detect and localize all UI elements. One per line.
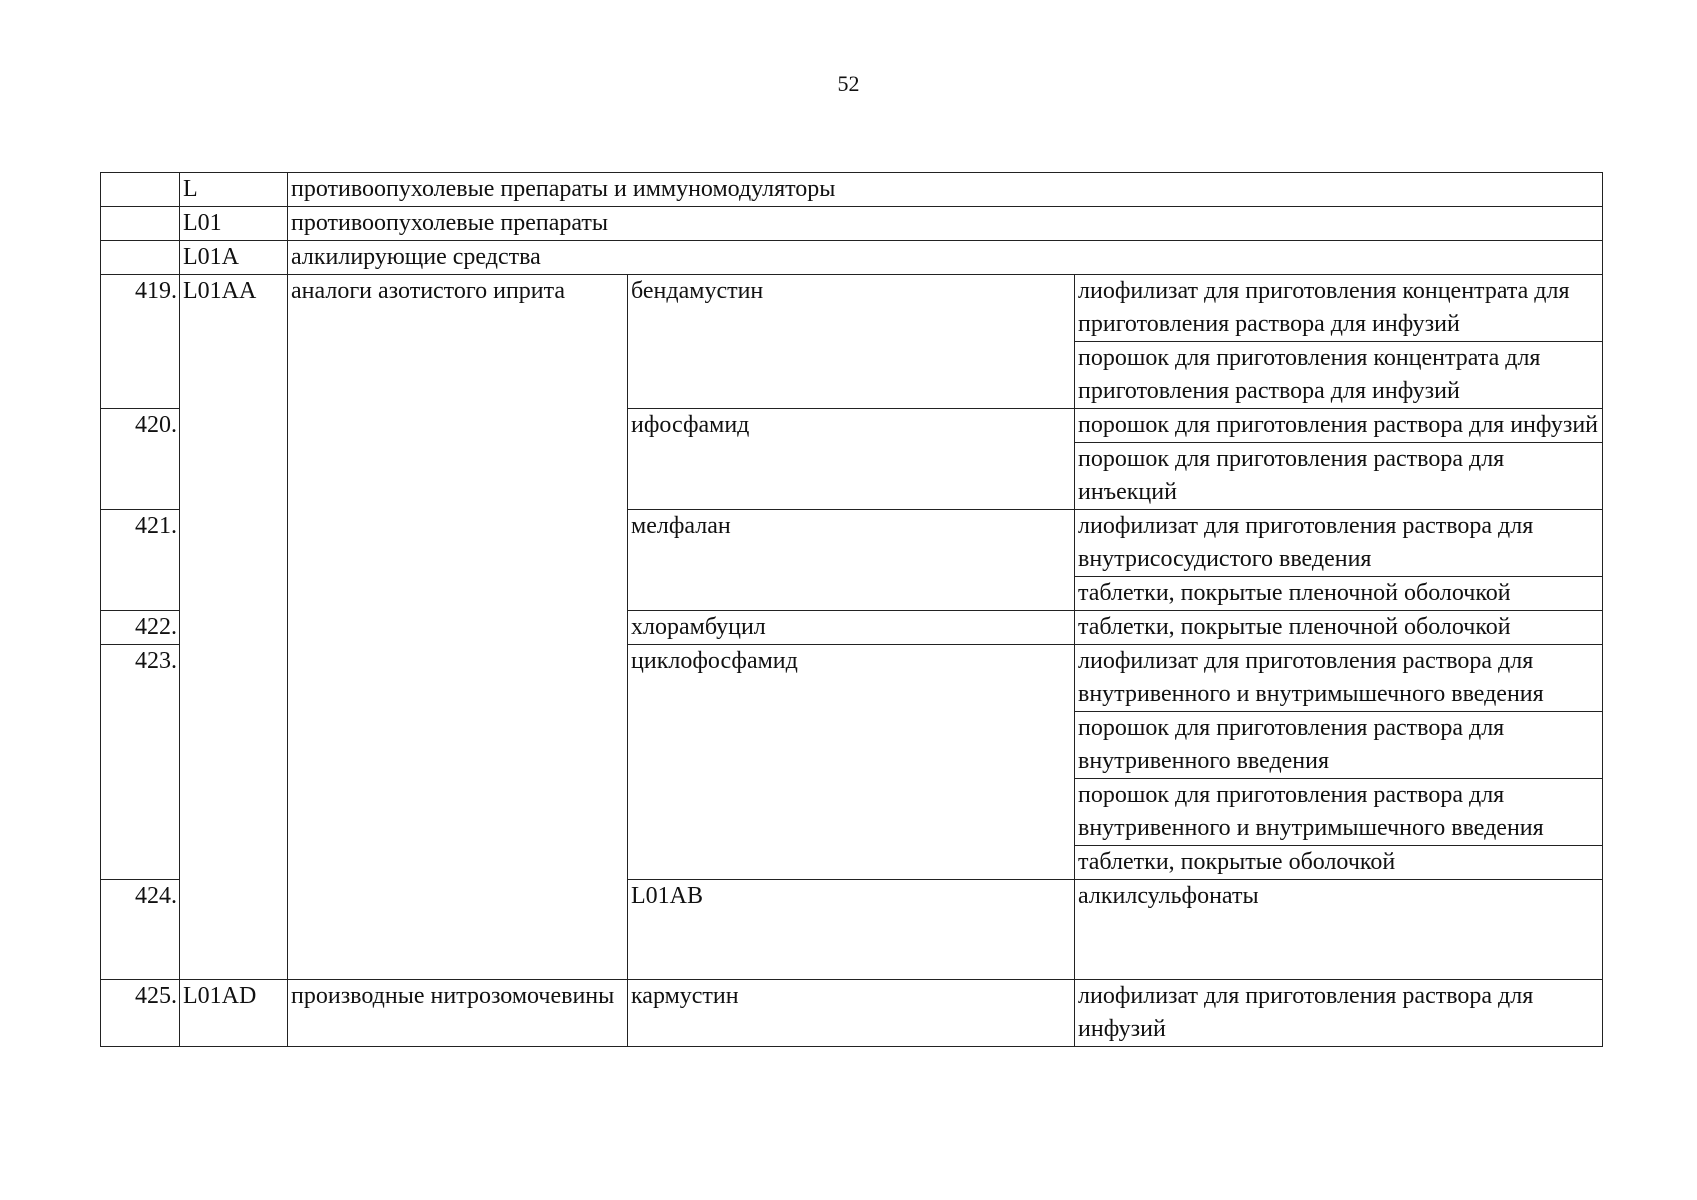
atc-group-name-cell: производные нитрозомочевины — [288, 980, 628, 1047]
dosage-form-cell: порошок для приготовления концентрата для приготовления раствора для инфузий — [1075, 342, 1603, 409]
dosage-form-cell: таблетки, покрытые пленочной оболочкой — [1075, 611, 1603, 645]
table-row-419 — [101, 275, 1603, 342]
atc-code-cell: L01AB — [628, 880, 1075, 980]
table-row-425 — [101, 980, 1603, 1047]
row-number: 423. — [101, 645, 180, 880]
row-number: 420. — [101, 409, 180, 510]
atc-code-cell: L — [180, 173, 288, 207]
atc-group-name-cell: противоопухолевые препараты — [288, 207, 1603, 241]
drug-name-cell: мелфалан — [628, 510, 1075, 611]
drug-name-cell: кармустин — [628, 980, 1075, 1047]
number-cell-empty — [101, 173, 180, 207]
dosage-form-cell: лиофилизат для приготовления раствора для внутривенного и внутримышечного введения — [1075, 645, 1603, 712]
dosage-form-cell: порошок для приготовления раствора для инъекций — [1075, 443, 1603, 510]
row-number: 422. — [101, 611, 180, 645]
dosage-form-cell: лиофилизат для приготовления раствора для инфузий — [1075, 980, 1603, 1047]
row-number: 424. — [101, 880, 180, 980]
atc-code-cell: L01 — [180, 207, 288, 241]
dosage-form-cell: лиофилизат для приготовления раствора для внутрисосудистого введения — [1075, 510, 1603, 577]
row-number: 421. — [101, 510, 180, 611]
dosage-form-cell: таблетки, покрытые оболочкой — [1075, 846, 1603, 880]
header-row-l01 — [101, 207, 1603, 241]
drug-name-cell: циклофосфамид — [628, 645, 1075, 880]
row-number: 425. — [101, 980, 180, 1047]
atc-code-cell: L01AD — [180, 980, 288, 1047]
number-cell-empty — [101, 207, 180, 241]
dosage-form-cell: таблетки, покрытые пленочной оболочкой — [1075, 577, 1603, 611]
drug-name-cell: бендамустин — [628, 275, 1075, 409]
header-row-l01a — [101, 241, 1603, 275]
dosage-form-cell: порошок для приготовления раствора для внутривенного введения — [1075, 712, 1603, 779]
dosage-form-cell: порошок для приготовления раствора для внутривенного и внутримышечного введения — [1075, 779, 1603, 846]
dosage-form-cell: порошок для приготовления раствора для инфузий — [1075, 409, 1603, 443]
drug-table — [100, 172, 1603, 1047]
drug-name-cell: ифосфамид — [628, 409, 1075, 510]
atc-code-cell: L01AA — [180, 275, 288, 980]
page-number: 52 — [837, 71, 860, 96]
atc-group-name-cell: алкилирующие средства — [288, 241, 1603, 275]
atc-group-name-cell: алкилсульфонаты — [1075, 880, 1603, 980]
dosage-form-cell: лиофилизат для приготовления концентрата для приготовления раствора для инфузий — [1075, 275, 1603, 342]
atc-group-name-cell: противоопухолевые препараты и иммуномодуляторы — [288, 173, 1603, 207]
row-number: 419. — [101, 275, 180, 409]
atc-group-name-cell: аналоги азотистого иприта — [288, 275, 628, 980]
drug-name-cell: хлорамбуцил — [628, 611, 1075, 645]
header-row-l — [101, 173, 1603, 207]
atc-code-cell: L01A — [180, 241, 288, 275]
number-cell-empty — [101, 241, 180, 275]
